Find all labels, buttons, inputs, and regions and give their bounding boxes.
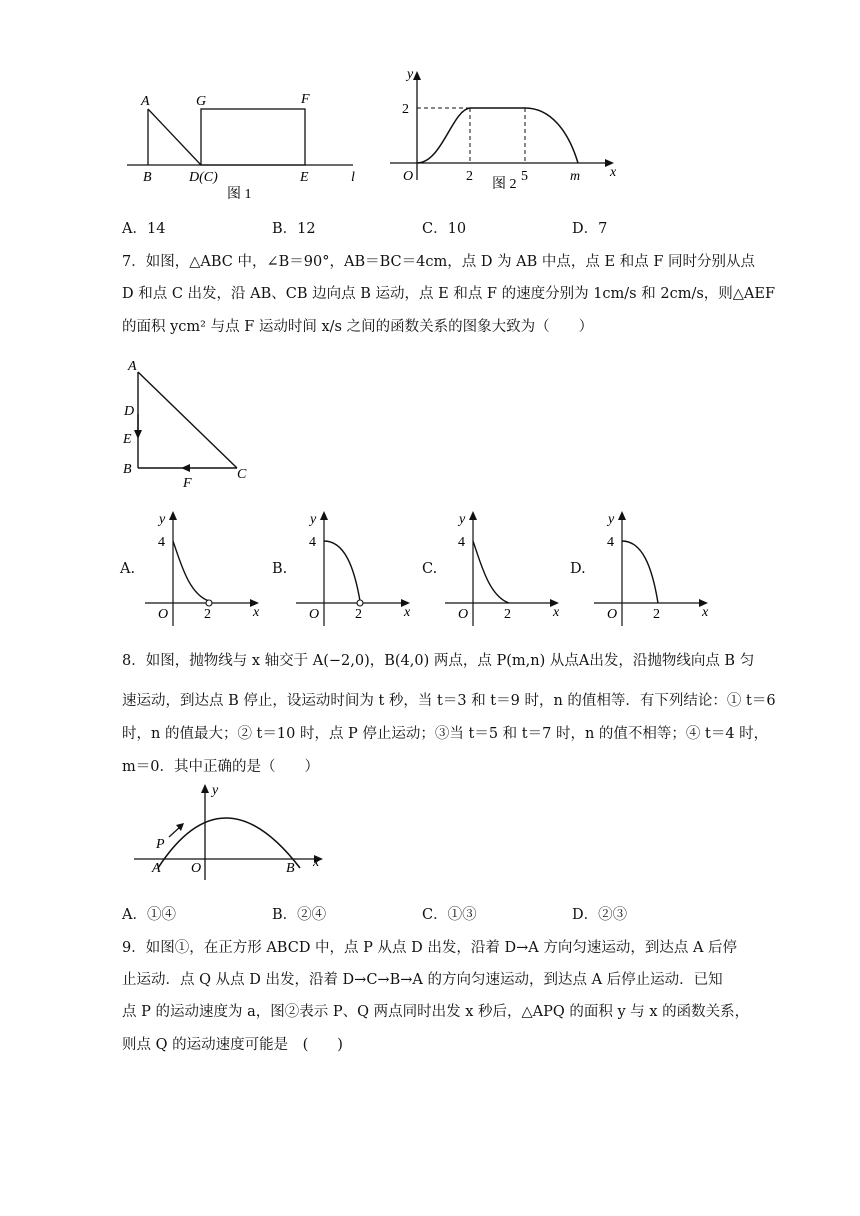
svg-text:4: 4 [458, 535, 465, 550]
para-label-P: P [156, 837, 165, 852]
label-E: E [300, 170, 309, 185]
label-DC: D(C) [189, 170, 218, 185]
q9-line-4: 则点 Q 的运动速度可能是 ( ) [122, 1037, 343, 1053]
tick-x2: 2 [466, 169, 473, 184]
q7-option-a-graph[interactable] [145, 508, 270, 628]
axis-x: x [610, 165, 617, 180]
q7-line-3: 的面积 ycm² 与点 F 运动时间 x/s 之间的函数关系的图象大致为（ ） [122, 319, 594, 335]
q7-line-1: 7．如图，△ABC 中，∠B＝90°，AB＝BC＝4cm，点 D 为 AB 中点，点 E 和点 F 同时分别从点 [122, 254, 755, 270]
tick-2: 2 [402, 102, 409, 117]
q8-line-3: 时，n 的值最大；② t＝10 时，点 P 停止运动；③当 t＝5 和 t＝7 时，n 的值不相等；④ t＝4 时， [122, 726, 769, 742]
q7-line-2: D 和点 C 出发，沿 AB、CB 边向点 B 运动，点 E 和点 F 的速度分别为 1cm/s 和 2cm/s，则△AEF [122, 286, 776, 302]
q8-line-4: m＝0．其中正确的是（ ） [122, 759, 319, 775]
q7-option-b-label[interactable]: B. [272, 561, 288, 577]
svg-text:O: O [607, 607, 618, 622]
q6-figure-1 [115, 85, 370, 205]
svg-text:O: O [309, 607, 320, 622]
q7-option-a-label[interactable]: A. [120, 561, 136, 577]
tick-m: m [570, 169, 581, 184]
svg-text:y: y [310, 512, 317, 527]
label-B: B [143, 170, 152, 185]
svg-text:x: x [404, 605, 411, 620]
axis-y: y [407, 70, 414, 82]
q6-figure-2 [390, 70, 630, 195]
svg-text:x: x [702, 605, 709, 620]
q7-option-b-graph[interactable] [296, 508, 421, 628]
para-origin: O [191, 861, 202, 876]
svg-text:2: 2 [204, 607, 211, 622]
tri-label-F: F [183, 476, 192, 491]
svg-text:x: x [253, 605, 260, 620]
svg-text:y: y [608, 512, 615, 527]
q8-option-d[interactable]: D．②③ [572, 907, 628, 923]
origin: O [403, 169, 414, 184]
svg-text:y: y [459, 512, 466, 527]
q7-option-d-graph[interactable] [594, 508, 719, 628]
para-axis-y: y [212, 783, 219, 798]
tri-label-D: D [124, 404, 135, 419]
svg-text:y: y [159, 512, 166, 527]
q9-line-2: 止运动．点 Q 从点 D 出发，沿着 D→C→B→A 的方向匀速运动，到达点 A 后停止运动．已知 [122, 972, 723, 988]
q7-option-c-graph[interactable] [445, 508, 570, 628]
svg-text:O: O [458, 607, 469, 622]
label-G: G [196, 94, 207, 109]
q8-option-a[interactable]: A．①④ [122, 907, 176, 923]
svg-text:2: 2 [355, 607, 362, 622]
tri-label-E: E [123, 432, 132, 447]
q9-line-1: 9．如图①，在正方形 ABCD 中，点 P 从点 D 出发，沿着 D→A 方向匀速运动，到达点 A 后停 [122, 940, 738, 956]
svg-text:O: O [158, 607, 169, 622]
para-axis-x: x [313, 855, 320, 870]
fig1-caption: 图 1 [227, 187, 252, 202]
svg-text:4: 4 [607, 535, 614, 550]
q7-option-c-label[interactable]: C. [422, 561, 438, 577]
q8-line-1: 8．如图，抛物线与 x 轴交于 A(−2,0)，B(4,0) 两点，点 P(m,n) 从点A出发，沿抛物线向点 B 匀 [122, 653, 755, 669]
tri-label-C: C [237, 467, 247, 482]
q8-option-b[interactable]: B．②④ [272, 907, 327, 923]
q6-option-d[interactable]: D．7 [572, 221, 608, 237]
q6-option-c[interactable]: C．10 [422, 221, 467, 237]
svg-text:2: 2 [653, 607, 660, 622]
svg-text:4: 4 [309, 535, 316, 550]
tri-label-B: B [123, 462, 132, 477]
fig2-caption: 图 2 [492, 177, 517, 192]
q8-line-2: 速运动，到达点 B 停止，设运动时间为 t 秒，当 t＝3 和 t＝9 时，n 的值相等．有下列结论：① t＝6 [122, 693, 776, 709]
tick-x5: 5 [521, 169, 528, 184]
para-label-B: B [286, 861, 295, 876]
q6-option-a[interactable]: A．14 [122, 221, 166, 237]
para-label-A: A [152, 861, 161, 876]
q8-option-c[interactable]: C．①③ [422, 907, 477, 923]
q7-triangle-figure [115, 352, 260, 492]
svg-text:2: 2 [504, 607, 511, 622]
tri-label-A: A [128, 359, 137, 374]
q8-parabola-figure [130, 780, 335, 880]
svg-text:x: x [553, 605, 560, 620]
label-l: l [351, 170, 355, 185]
label-F: F [301, 92, 310, 107]
q6-option-b[interactable]: B．12 [272, 221, 316, 237]
label-A: A [141, 94, 150, 109]
q7-option-d-label[interactable]: D. [570, 561, 586, 577]
svg-text:4: 4 [158, 535, 165, 550]
q9-line-3: 点 P 的运动速度为 a，图②表示 P、Q 两点同时出发 x 秒后，△APQ 的面积 y 与 x 的函数关系， [122, 1004, 750, 1020]
